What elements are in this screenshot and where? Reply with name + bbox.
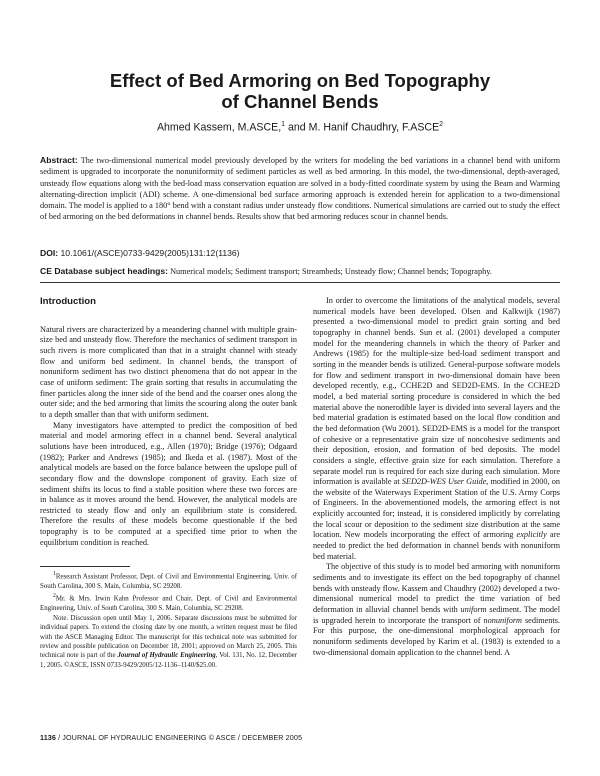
header-divider	[40, 282, 560, 283]
body-paragraph-1-a: In order to overcome the limitations of the analytical models, several numerical models have been developed. Olsen and Kalkwijk (1987) presented a two-dimensional model to predict grain sorting and bed topography in channel bends. Sun et al. (2001) developed a computer model for the meandering channels in which the theory of Parker and Andrews (1985) for the multiple-size bed-load sediment transport and sorting in the meander bends is utilized. General-purpose software models for flow and sediment transport in two-dimensional domain have been developed recently, e.g., CCHE2D and SED2D-EMS. In the CCHE2D model, a bed material sorting procedure is considered in which the bed material above the nonerodible layer is divided into several layers and the bed material gradation is estimated based on the local flow condition and the bed deformation (Wu 2001). SED2D-EMS is a model for the transport of cohesive or a representative grain size of noncohesive sediments and their deposition, erosion, and formation of bed deposits. The model considers a single, effective grain size for each simulation. Therefore a separate model run is required for each size during each simulation. More information is available at	[313, 296, 560, 487]
journal-name: Journal of Hydraulic Engineering	[117, 652, 216, 660]
footnote-1-text: Research Assistant Professor, Dept. of Civil and Environmental Engineering, Univ. of South Carolina, 300 S. Main, Columbia, SC 29208.	[40, 573, 297, 590]
section-heading-introduction: Introduction	[40, 296, 96, 307]
doi-line	[40, 248, 560, 258]
subject-headings-value: Numerical models; Sediment transport; Streambeds; Unsteady flow; Channel bends; Topography.	[168, 267, 492, 276]
sed2d-user-guide-link[interactable]: SED2D-WES User Guide	[401, 477, 487, 487]
footnotes	[40, 570, 297, 671]
subject-headings	[40, 266, 560, 276]
abstract-label: Abstract:	[40, 155, 78, 165]
title-line-1: Effect of Bed Armoring on Bed Topography	[109, 70, 491, 91]
footnote-2	[40, 592, 297, 613]
emphasis-explicitly: explicitly	[516, 530, 547, 540]
footnote-1-mark: 1	[53, 571, 56, 577]
author-2-footnote-mark: 2	[439, 121, 444, 128]
footnote-divider	[40, 566, 130, 567]
editorial-note-text-b: , Vol. 131, No. 12, December 1, 2005. ©ASCE, ISSN 0733-9429/2005/12-1136–1140/$25.00.	[40, 652, 297, 669]
doi-label: DOI:	[40, 248, 59, 258]
footnote-1	[40, 570, 297, 591]
emphasis-uniform: uniform	[460, 605, 487, 615]
intro-paragraph-1: Natural rivers are characterized by a meandering channel with multiple grain-size bed and unsteady flow. Therefore the mechanics of sediment transport in such rivers is more complicated than that in a straight channel with steady flow and uniform bed sediment. In channel bends, the transport of nonuniform sediment has two distinct phenomena that do not appear in the case of uniform sediment: The grain sorting that results in accumulating the finer particles along the inner side of the bend and the coarser ones along the outer side; and the bed armoring that limits the scouring along the outer bank to a depth smaller than that with uniform sediment.	[40, 324, 297, 419]
running-footer: / JOURNAL OF HYDRAULIC ENGINEERING © ASCE / DECEMBER 2005	[56, 733, 303, 742]
body-paragraph-1	[313, 296, 560, 562]
body-paragraph-1-b: , modified in 2000, on the website of the Waterways Experiment Station of the U.S. Army Corps of Engineers. In the abovementioned models, the armoring effect is not explicitly accounted for; instead, it is considered implicitly by correlating the local scour or deposition to the sediment size distribution at the same location. New models incorporating the effect of armoring	[313, 477, 560, 540]
body-paragraph-2-b: sediment. The model is upgraded herein to incorporate the transport of	[313, 605, 560, 625]
footnote-2-text: Mr. & Mrs. Irwin Kahn Professor and Chair, Dept. of Civil and Environmental Engineering, Univ. of South Carolina, 300 S. Main, Columbia, SC 29208.	[40, 595, 297, 612]
emphasis-nonuniform: nonuniform	[483, 615, 523, 625]
editorial-note	[40, 614, 297, 670]
author-1-footnote-mark: 1	[281, 121, 286, 128]
right-column	[313, 296, 560, 658]
doi-value[interactable]: 10.1061/(ASCE)0733-9429(2005)131:12(1136)	[58, 248, 240, 258]
intro-paragraph-2: Many investigators have attempted to predict the composition of bed material and model armoring effect in a channel bend. Several analytical solutions have been introduced, e.g., Allen (1970); Bridge (1976); Odgaard (1982); Parker and Andrews (1985); and Ikeda et al. (1987). Most of the analytical models are based on the force balance between the upslope pull of secondary flow and the downslope component of gravity. Each size of sediment shifts its locus to find a stable position where these two forces are in balance as it moves around the bend. However, the analytical models are restricted to steady flow and only an equilibrium state is considered. Therefore the results of these models become questionable if the bed topography is to be computed at a specified time prior to when the equilibrium condition is reached.	[40, 420, 297, 547]
left-column	[40, 297, 297, 548]
title-line-2: of Channel Bends	[221, 91, 379, 112]
paper-title	[60, 70, 540, 112]
abstract	[40, 155, 560, 223]
editorial-note-text-a: Note. Discussion open until May 1, 2006. Separate discussions must be submitted for individual papers. To extend the closing date by one month, a written request must be filed with the ASCE Managing Editor. The manuscript for this technical note was submitted for review and possible publication on December 18, 2001; approved on March 25, 2005. This technical note is part of the	[40, 614, 297, 660]
body-paragraph-2-a: The objective of this study is to model bed armoring with nonuniform sediments and to investigate its effect on the bed topography of channel bends with unsteady flow. Kassem and Chaudhry (2002) developed a two-dimensional numerical model to predict the time variation of bed deformation in alluvial channel bends with	[313, 562, 560, 615]
body-paragraph-2	[313, 562, 560, 658]
author-2: and M. Hanif Chaudhry, F.ASCE	[285, 121, 440, 134]
subject-headings-label: CE Database subject headings:	[40, 266, 168, 276]
author-1: Ahmed Kassem, M.ASCE,	[156, 121, 282, 134]
page-number: 1136	[40, 733, 56, 742]
author-line	[60, 121, 540, 134]
footnote-2-mark: 2	[53, 592, 56, 599]
page-footer	[40, 733, 560, 742]
abstract-text: The two-dimensional numerical model previously developed by the writers for modeling the bed variations in a channel bend with uniform sediment is upgraded to incorporate the nonuniformity of sediment particles as well as bed armoring. In this model, the two-dimensional, depth-averaged, unsteady flow equations along with the bed-load mass conservation equation are solved in a body-fitted coordinate system by using the Beam and Warming alternating-direction implicit (ADI) scheme. A one-dimensional bed surface armoring approach is extended herein for application to a two-dimensional domain. The model is applied to a 180° bend with a constant radius under unsteady flow conditions. Numerical simulations are carried out to study the effect of bed armoring on the bed deformations in channel bends. Results show that bed armoring reduces scour in channel bends.	[40, 156, 560, 222]
body-paragraph-1-c: are needed to predict the bed deformation in channel bends with nonuniform bed material.	[313, 530, 560, 561]
body-paragraph-2-c: sediments. For this purpose, the one-dimensional morphological approach for nonuniform sediments developed by Karim et al. (1983) is extended to a two-dimensional domain application to the channel bend. A	[313, 615, 561, 657]
